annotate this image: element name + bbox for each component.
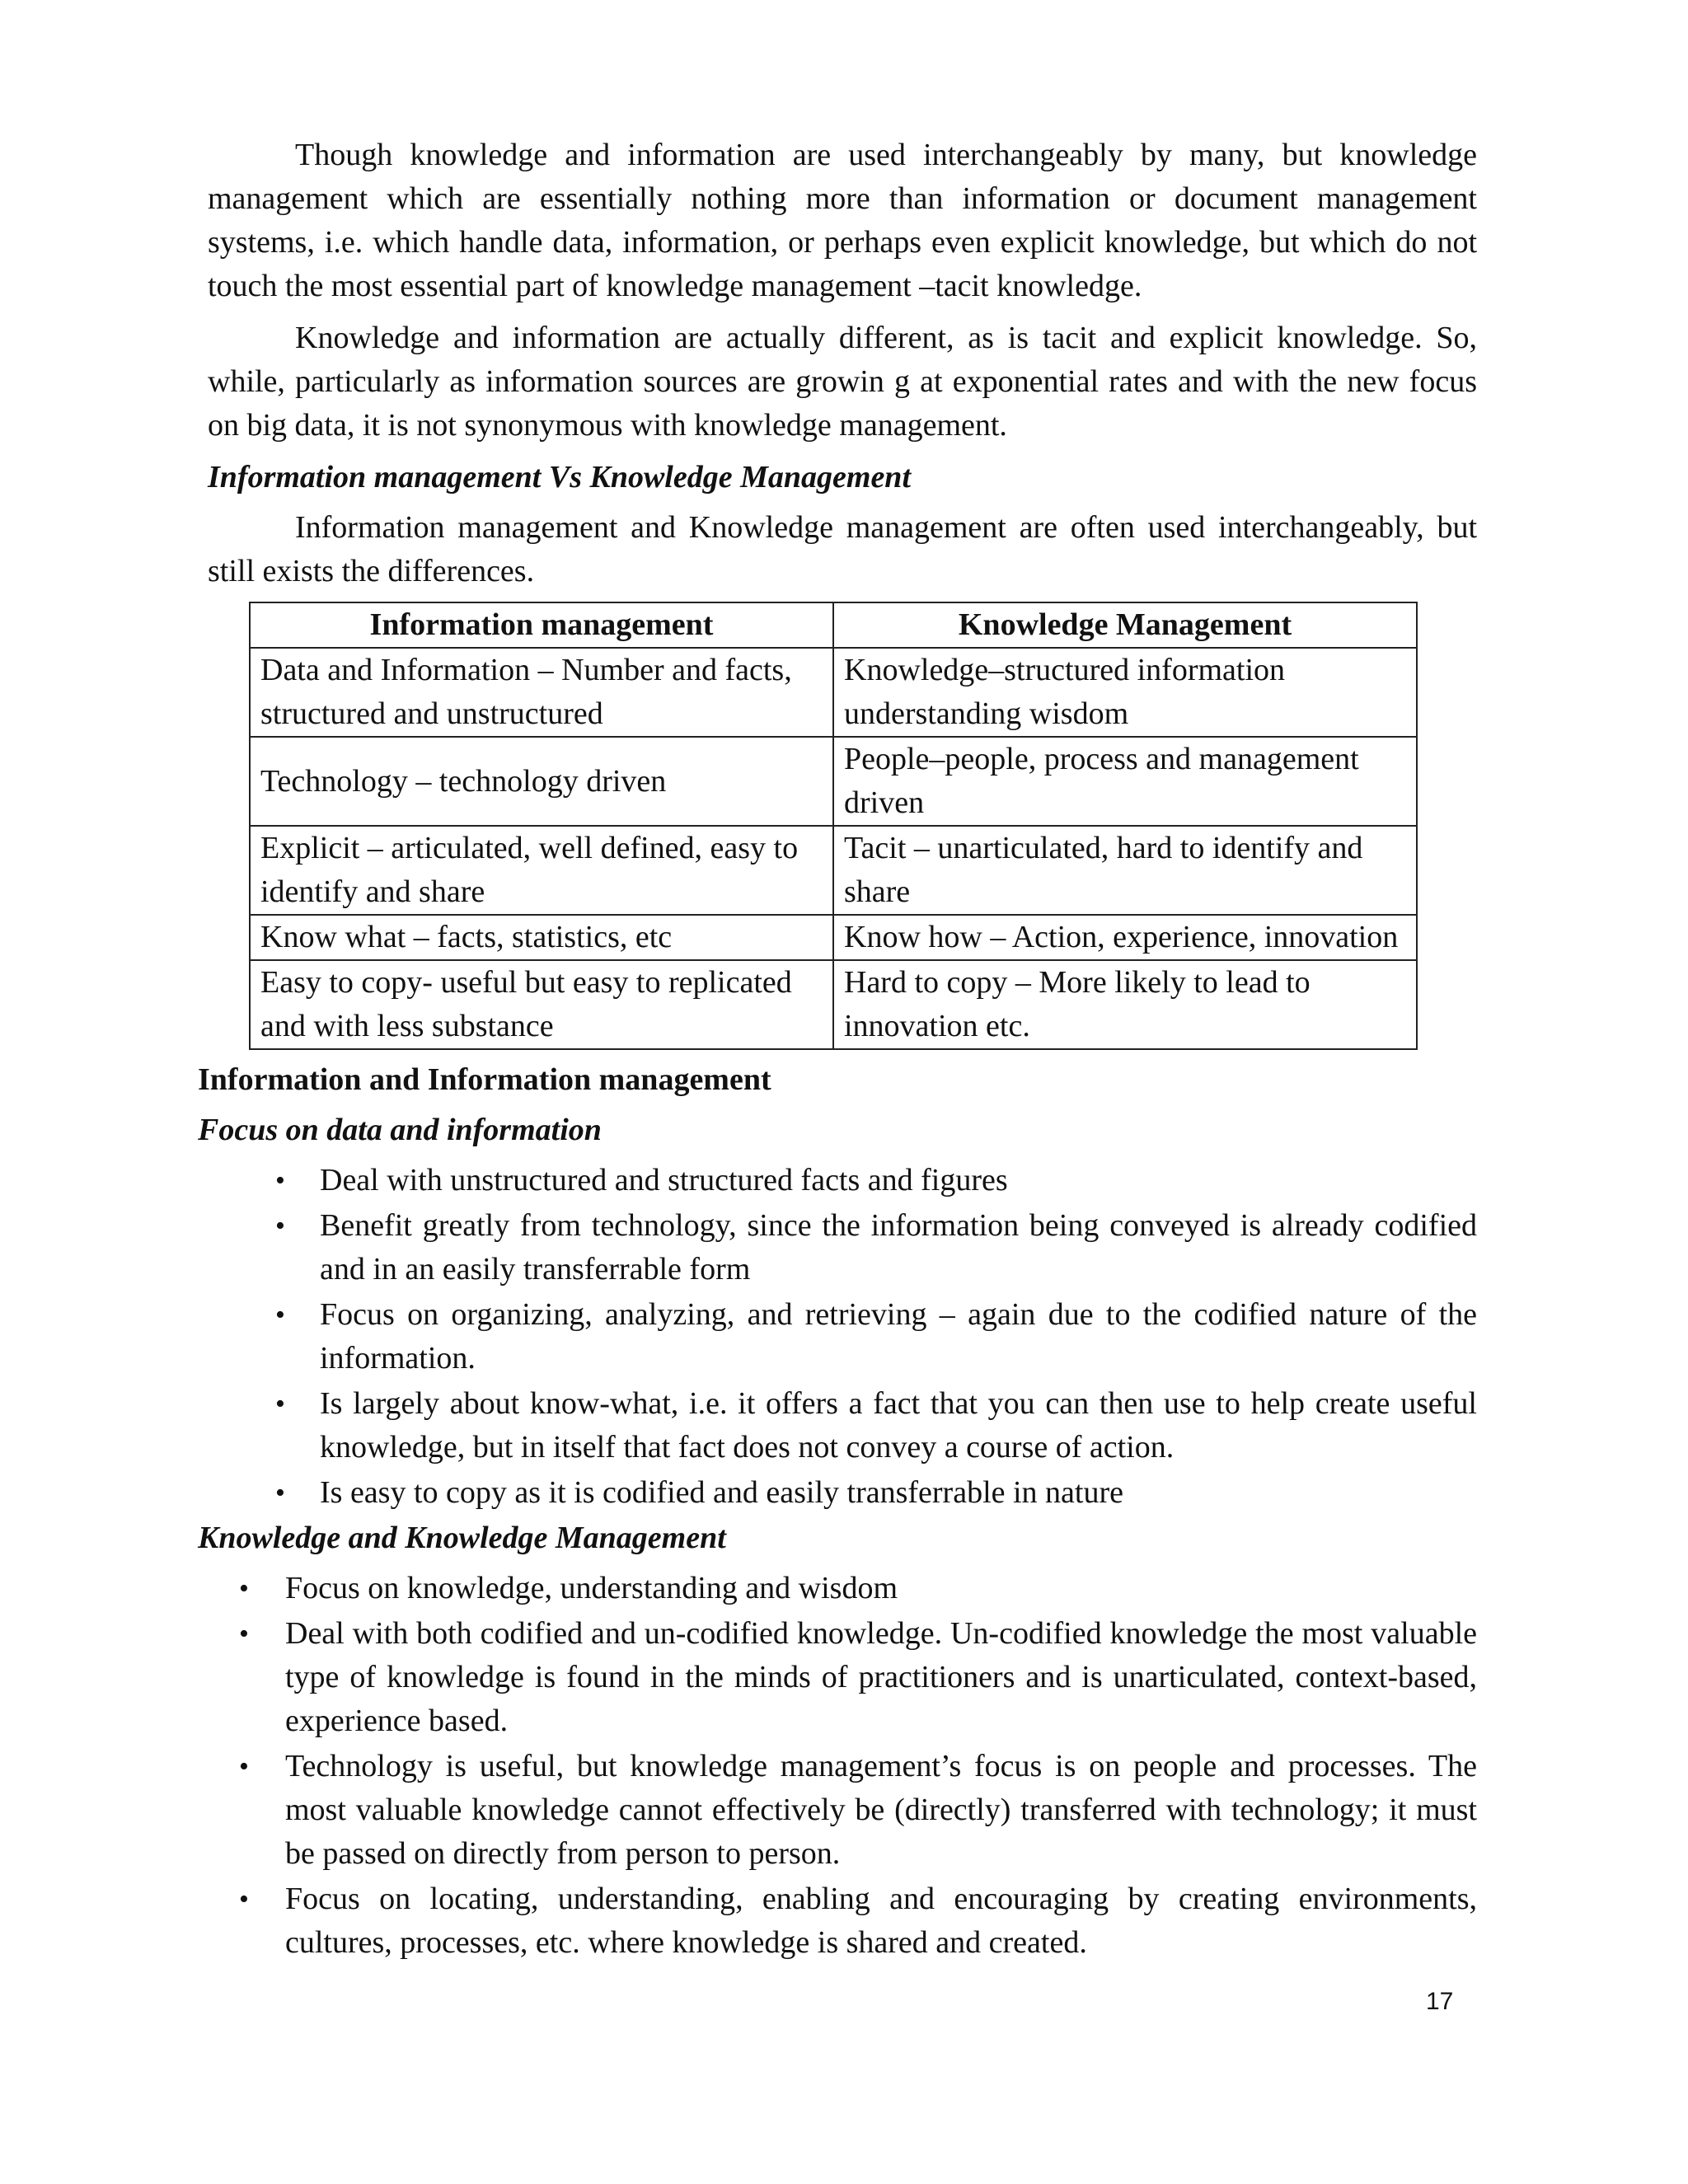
bullet-icon: •	[275, 1211, 285, 1241]
list-item-text: Deal with unstructured and structured facts and figures	[320, 1163, 1008, 1197]
table-cell: Data and Information – Number and facts, structured and unstructured	[250, 648, 833, 737]
bullet-icon: •	[275, 1165, 285, 1196]
paragraph-3: Information management and Knowledge management are often used interchangeably, but still exists the differences.	[208, 510, 1477, 588]
heading-info-section: Information and Information management	[198, 1062, 771, 1097]
table-row	[250, 960, 1417, 1049]
table-cell: Knowledge–structured information understanding wisdom	[833, 648, 1417, 737]
list-item-text: Focus on knowledge, understanding and wisdom	[285, 1571, 898, 1605]
bullet-icon: •	[239, 1751, 249, 1782]
list-item-text: Focus on locating, understanding, enabling and encouraging by creating environments, cultures, processes, etc. where knowledge is shared and created.	[285, 1882, 1477, 1960]
paragraph-2: Knowledge and information are actually different, as is tacit and explicit knowledge. So, while, particularly as information sources are growin g at exponential rates and with the new focus on big data, it is not synonymous with knowledge management.	[208, 321, 1477, 443]
heading-vs: Information management Vs Knowledge Management	[208, 460, 911, 494]
info-bullet-list	[208, 1159, 1477, 1515]
page-number: 17	[1426, 1988, 1454, 2015]
page-content	[198, 134, 1477, 1966]
list-item	[198, 1567, 1477, 1610]
bullet-icon: •	[239, 1573, 249, 1604]
list-item-text: Benefit greatly from technology, since the information being conveyed is already codified and in an easily transferrable form	[320, 1208, 1477, 1286]
table-cell: Know how – Action, experience, innovation	[833, 915, 1417, 960]
table-row	[250, 915, 1417, 960]
table-cell: Hard to copy – More likely to lead to innovation etc.	[833, 960, 1417, 1049]
knowledge-bullet-list	[208, 1567, 1477, 1965]
list-item	[208, 1382, 1477, 1469]
list-item	[208, 1293, 1477, 1380]
list-item-text: Is largely about know-what, i.e. it offers a fact that you can then use to help create useful knowledge, but in itself that fact does not convey a course of action.	[320, 1386, 1477, 1465]
bullet-icon: •	[275, 1300, 285, 1330]
table-row	[250, 737, 1417, 826]
table-cell: People–people, process and management driven	[833, 737, 1417, 826]
list-item-text: Is easy to copy as it is codified and easily transferrable in nature	[320, 1475, 1123, 1510]
bullet-icon: •	[239, 1884, 249, 1915]
bullet-icon: •	[239, 1619, 249, 1649]
list-item	[208, 1159, 1477, 1202]
table-cell: Technology – technology driven	[250, 737, 833, 826]
list-item-text: Focus on organizing, analyzing, and retrieving – again due to the codified nature of the information.	[320, 1297, 1477, 1376]
heading-focus-data: Focus on data and information	[198, 1113, 602, 1147]
list-item	[208, 1204, 1477, 1291]
list-item	[198, 1877, 1477, 1965]
bullet-icon: •	[275, 1478, 285, 1508]
heading-knowledge-section: Knowledge and Knowledge Management	[198, 1521, 726, 1555]
table-header-cell: Information management	[250, 602, 833, 648]
list-item	[198, 1612, 1477, 1743]
list-item	[198, 1745, 1477, 1876]
table-row	[250, 648, 1417, 737]
table-cell: Explicit – articulated, well defined, easy to identify and share	[250, 826, 833, 915]
paragraph-1: Though knowledge and information are used interchangeably by many, but knowledge management which are essentially nothing more than information or document management systems, i.e. which handle data, information, or perhaps even explicit knowledge, but which do not touch the most essential part of knowledge management –tacit knowledge.	[208, 138, 1477, 303]
table-cell: Easy to copy- useful but easy to replicated and with less substance	[250, 960, 833, 1049]
table-header-row	[250, 602, 1417, 648]
table-row	[250, 826, 1417, 915]
table-cell: Know what – facts, statistics, etc	[250, 915, 833, 960]
table-cell: Tacit – unarticulated, hard to identify and share	[833, 826, 1417, 915]
list-item-text: Technology is useful, but knowledge management’s focus is on people and processes. The most valuable knowledge cannot effectively be (directly) transferred with technology; it must be passed on directly from person to person.	[285, 1749, 1477, 1871]
list-item-text: Deal with both codified and un-codified knowledge. Un-codified knowledge the most valuable type of knowledge is found in the minds of practitioners and is unarticulated, context-based, experience based.	[285, 1616, 1477, 1738]
bullet-icon: •	[275, 1389, 285, 1419]
list-item	[208, 1471, 1477, 1515]
comparison-table	[249, 602, 1418, 1050]
table-header-cell: Knowledge Management	[833, 602, 1417, 648]
